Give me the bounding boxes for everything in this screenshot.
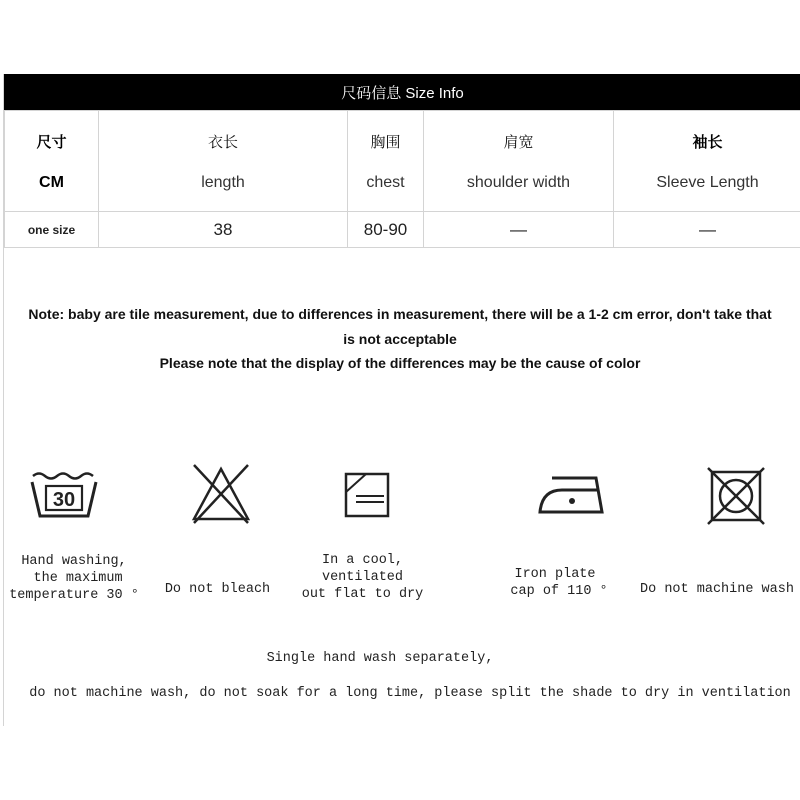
length-column-en: length [201, 173, 245, 191]
footer-line-2: do not machine wash, do not soak for a long time, please split the shade to dry in ventilation [29, 686, 791, 701]
size-column-unit: CM [39, 173, 64, 191]
size-table [4, 110, 800, 248]
note-line-2: is not acceptable [343, 331, 457, 347]
iron-text: Iron plate cap of 110 ° [510, 567, 608, 599]
chest-column-en: chest [366, 173, 405, 191]
sleeve-column-en: Sleeve Length [656, 173, 759, 191]
length-column-cn: 衣长 [207, 133, 238, 151]
shoulder-value: — [424, 212, 614, 248]
no-bleach-text: Do not bleach [164, 582, 271, 597]
note-line-1: Note: baby are tile measurement, due to differences in measurement, there will be a 1-2 cm error, don't take that [28, 306, 772, 322]
do-not-bleach-icon [190, 463, 252, 525]
chest-value: 80-90 [348, 212, 424, 248]
shoulder-column-header [424, 111, 614, 212]
shoulder-column-en: shoulder width [466, 173, 571, 191]
size-sheet [3, 74, 800, 726]
sleeve-column-cn: 袖长 [692, 133, 723, 151]
chest-column-header [348, 111, 424, 212]
length-value: 38 [99, 212, 348, 248]
size-info-header [4, 74, 800, 110]
length-column-header [99, 111, 348, 212]
chest-column-cn: 胸围 [370, 133, 401, 151]
size-column-header [5, 111, 99, 212]
table-row [5, 212, 800, 248]
iron-low-icon [538, 474, 606, 516]
shoulder-column-cn: 肩宽 [503, 133, 534, 151]
sleeve-value: — [614, 212, 800, 248]
dry-flat-shade-icon [344, 472, 390, 518]
wash-temp-label: 30 [52, 489, 76, 511]
hand-wash-text: Hand washing, the maximum temperature 30 ° [9, 554, 139, 603]
no-machine-wash-text: Do not machine wash [640, 582, 794, 597]
size-column-cn: 尺寸 [36, 133, 67, 151]
size-table-header-row [5, 111, 800, 212]
footer-line-1: Single hand wash separately, [266, 651, 494, 666]
dry-flat-text: In a cool, ventilated out flat to dry [301, 553, 424, 602]
hand-wash-30-icon [30, 470, 100, 520]
size-value: one size [5, 212, 99, 248]
sleeve-column-header [614, 111, 800, 212]
do-not-machine-wash-icon [706, 466, 766, 526]
size-info-title: 尺码信息 Size Info [341, 84, 464, 102]
note-line-3: Please note that the display of the differences may be the cause of color [159, 355, 641, 371]
